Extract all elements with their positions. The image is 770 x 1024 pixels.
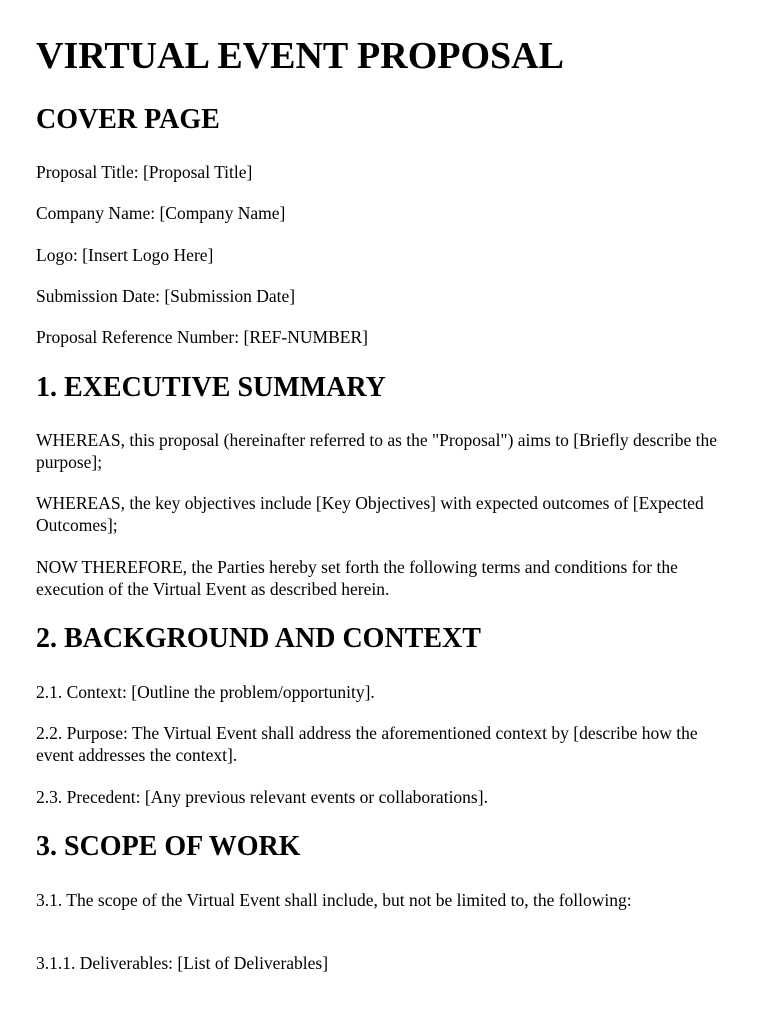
background-heading: 2. BACKGROUND AND CONTEXT [36, 623, 481, 654]
proposal-title-field: Proposal Title: [Proposal Title] [36, 162, 253, 182]
background-paragraph: 2.1. Context: [Outline the problem/opportunity]. [36, 682, 375, 702]
executive-summary-heading: 1. EXECUTIVE SUMMARY [36, 372, 386, 403]
submission-date-field: Submission Date: [Submission Date] [36, 286, 296, 306]
reference-number-field: Proposal Reference Number: [REF-NUMBER] [36, 327, 368, 347]
logo-field: Logo: [Insert Logo Here] [36, 245, 214, 265]
background-paragraph: 2.3. Precedent: [Any previous relevant events or collaborations]. [36, 787, 488, 807]
executive-summary-paragraph: WHEREAS, the key objectives include [Key Objectives] with expected outcomes of [Expected Outcomes]; [36, 493, 704, 535]
scope-of-work-heading: 3. SCOPE OF WORK [36, 831, 301, 862]
background-paragraph: 2.2. Purpose: The Virtual Event shall address the aforementioned context by [describe how the event addresses the context]. [36, 723, 698, 765]
executive-summary-paragraph: NOW THEREFORE, the Parties hereby set forth the following terms and conditions for the execution of the Virtual Event as described herein. [36, 557, 678, 599]
executive-summary-paragraph: WHEREAS, this proposal (hereinafter referred to as the "Proposal") aims to [Briefly describe the purpose]; [36, 430, 718, 472]
cover-page-heading: COVER PAGE [36, 104, 220, 135]
company-name-field: Company Name: [Company Name] [36, 203, 286, 223]
deliverables-item: 3.1.1. Deliverables: [List of Deliverables] [36, 953, 329, 973]
scope-of-work-paragraph: 3.1. The scope of the Virtual Event shall include, but not be limited to, the following: [36, 890, 632, 910]
document-title: VIRTUAL EVENT PROPOSAL [36, 35, 564, 77]
